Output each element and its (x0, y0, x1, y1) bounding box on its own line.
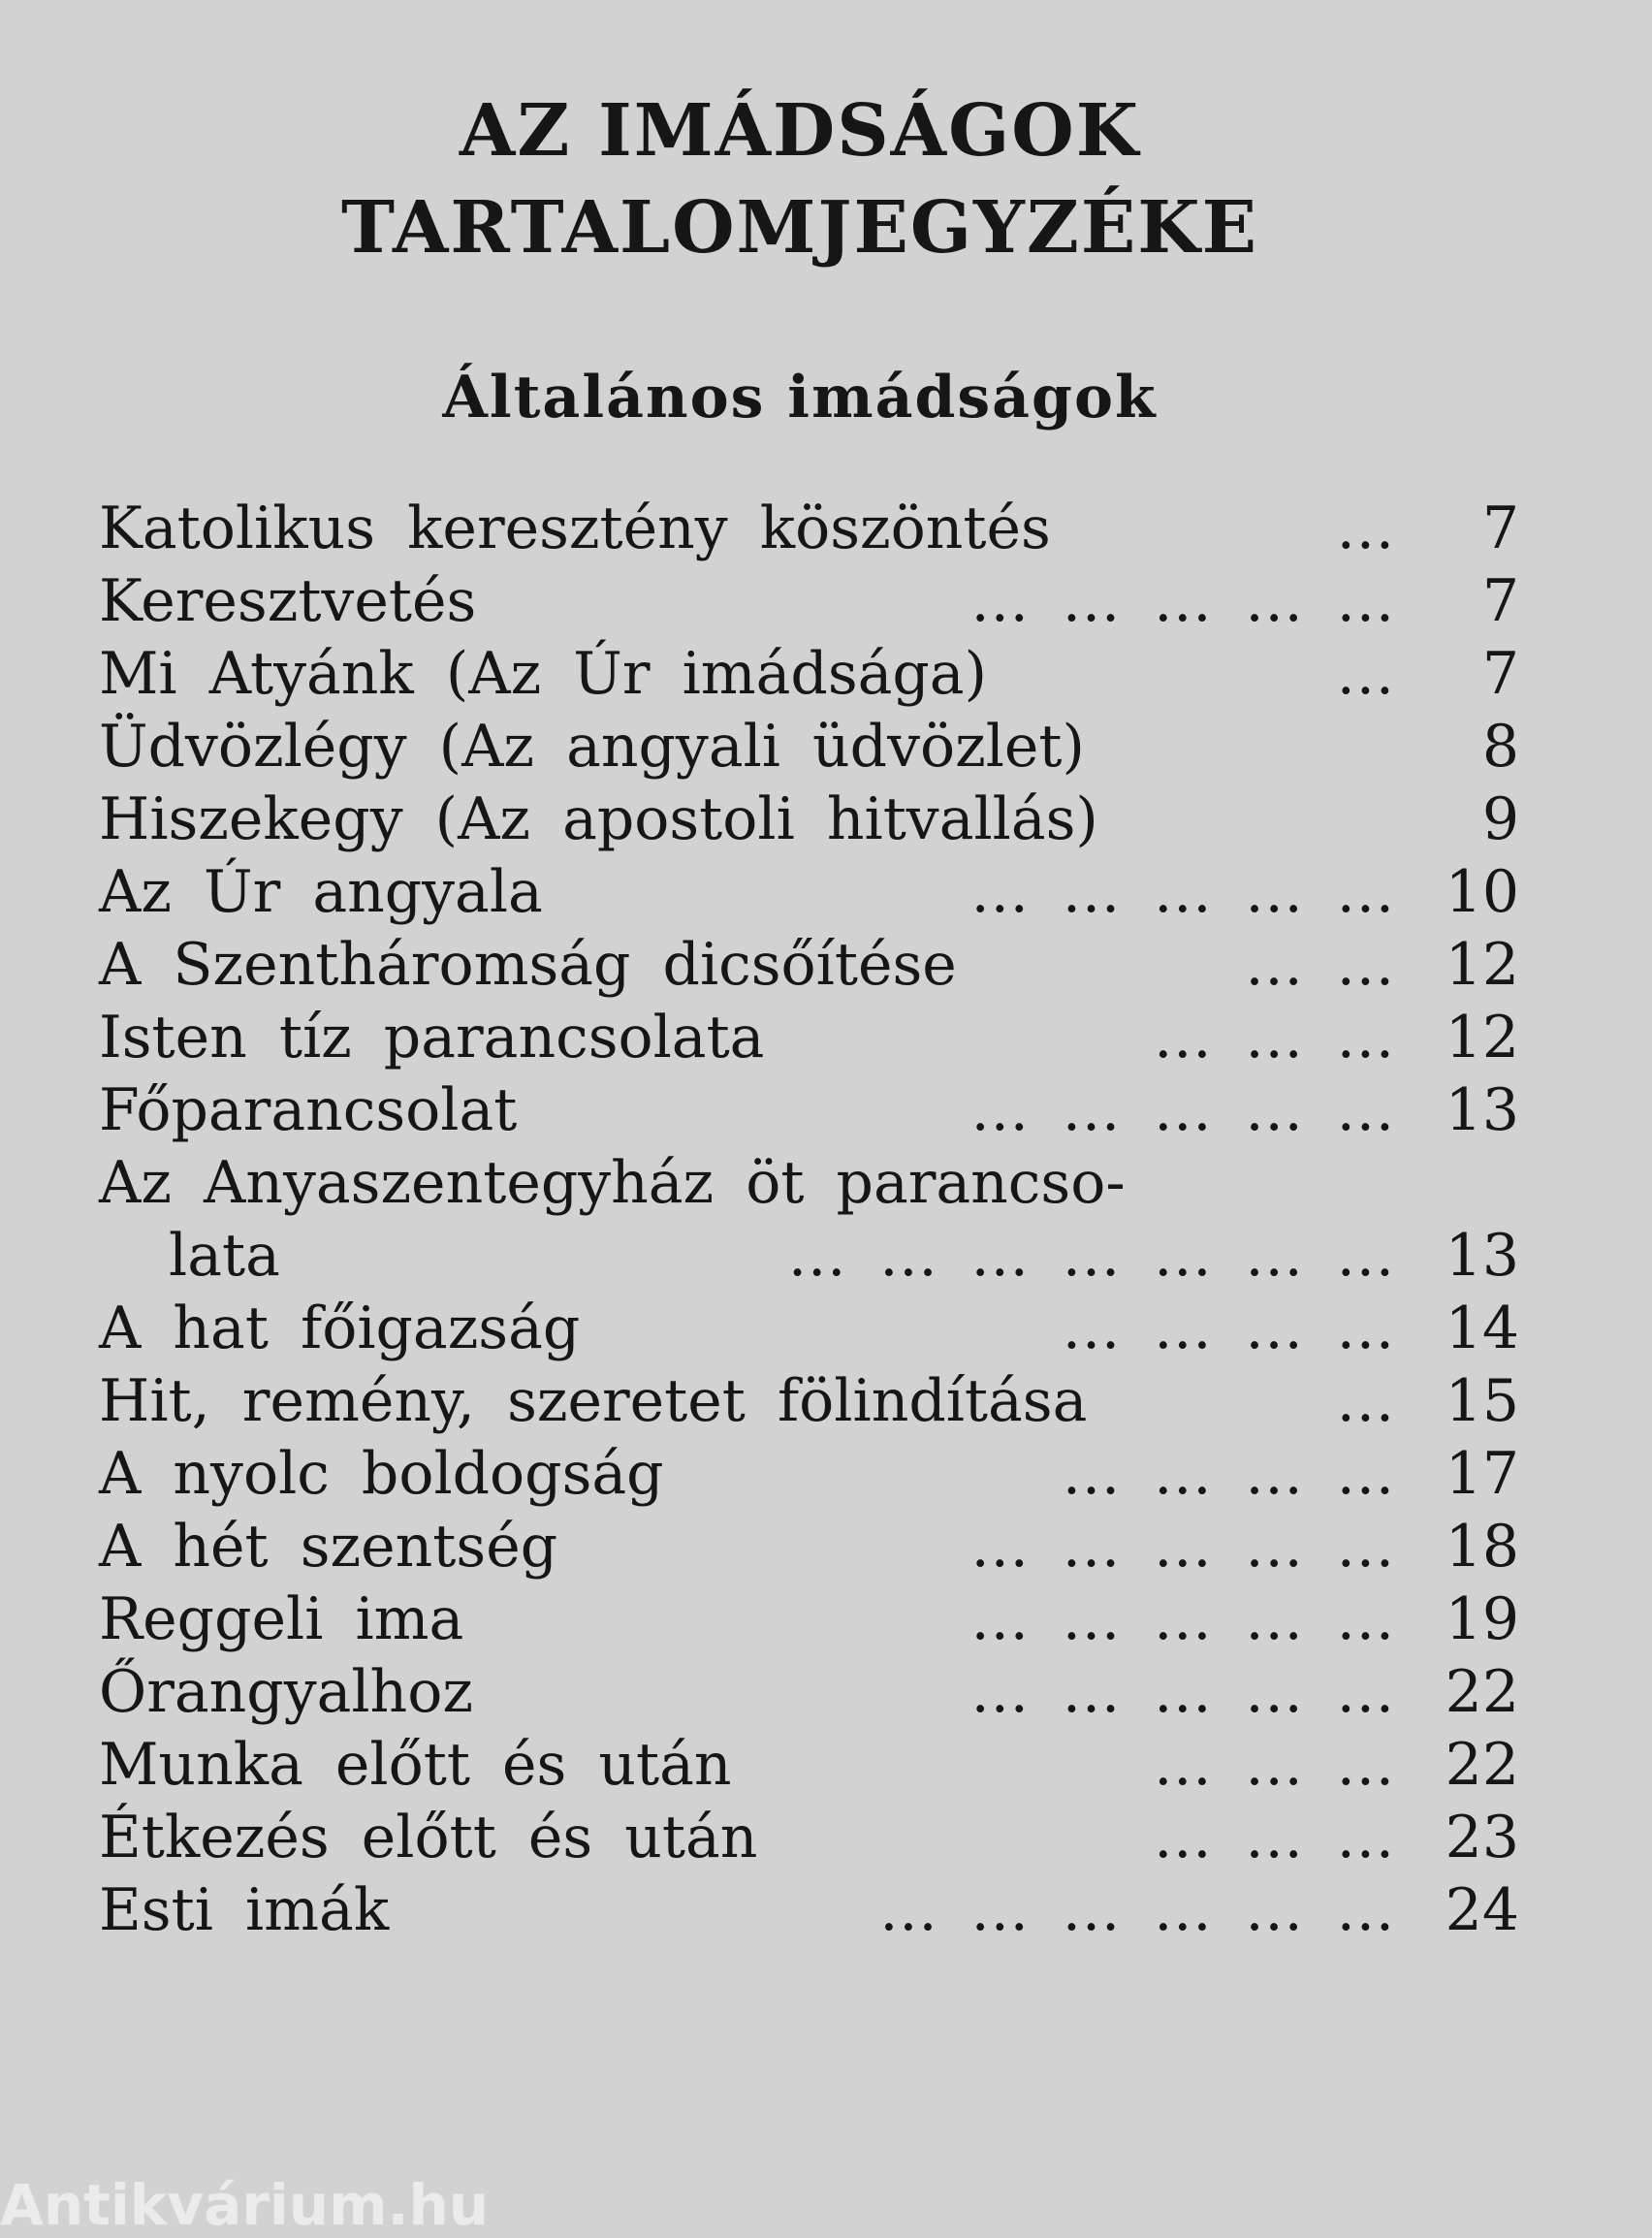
entry-title: Reggeli ima (99, 1585, 464, 1653)
dot-leader: ... ... ... ... ... ... (879, 1876, 1395, 1944)
dot-leader: ... ... ... ... ... (970, 1513, 1395, 1581)
entry-title: lata (169, 1222, 280, 1290)
entry-title: Az Anyaszentegyház öt parancso- (99, 1149, 1126, 1217)
table-of-contents (99, 495, 1519, 1949)
toc-entry (99, 1222, 1519, 1295)
toc-entry (99, 567, 1519, 640)
entry-title: Mi Atyánk (Az Úr imádsága) (99, 640, 987, 708)
toc-entry (99, 1513, 1519, 1585)
toc-entry (99, 1367, 1519, 1440)
page-number: 7 (1481, 495, 1519, 562)
page-number: 23 (1445, 1804, 1519, 1871)
dot-leader: ... (1336, 1367, 1395, 1435)
page-number: 9 (1481, 785, 1519, 853)
dot-leader: ... ... ... ... ... (970, 1076, 1395, 1144)
dot-leader: ... ... ... ... (1062, 1440, 1395, 1508)
page-title-line-2: TARTALOMJEGYZÉKE (340, 186, 1259, 270)
toc-entry (99, 931, 1519, 1004)
page-number: 13 (1445, 1222, 1519, 1290)
page-number: 7 (1481, 567, 1519, 635)
toc-entry (99, 1731, 1519, 1804)
dot-leader: ... ... ... ... ... (970, 1585, 1395, 1653)
entry-title: A Szentháromság dicsőítése (99, 931, 957, 999)
page-number: 7 (1481, 640, 1519, 708)
page-number: 13 (1445, 1076, 1519, 1144)
dot-leader: ... ... ... ... ... (970, 1658, 1395, 1726)
page-number: 17 (1445, 1440, 1519, 1508)
entry-title: Keresztvetés (99, 567, 477, 635)
dot-leader: ... ... ... (1154, 1804, 1395, 1871)
dot-leader: ... ... ... (1154, 1004, 1395, 1071)
entry-title: A hét szentség (99, 1513, 558, 1581)
page-number: 22 (1445, 1658, 1519, 1726)
toc-entry (99, 1149, 1519, 1222)
entry-title: A hat főigazság (99, 1295, 581, 1362)
toc-entry (99, 1804, 1519, 1876)
page-number: 18 (1445, 1513, 1519, 1581)
entry-title: Az Úr angyala (99, 858, 543, 926)
page-number: 12 (1445, 931, 1519, 999)
toc-entry (99, 1004, 1519, 1076)
entry-title: Esti imák (99, 1876, 390, 1944)
entry-title: Étkezés előtt és után (99, 1804, 758, 1871)
dot-leader: ... ... ... (1154, 1731, 1395, 1799)
entry-title: Őrangyalhoz (99, 1658, 473, 1726)
entry-title: Hiszekegy (Az apostoli hitvallás) (99, 785, 1098, 853)
toc-entry (99, 1076, 1519, 1149)
entry-title: A nyolc boldogság (99, 1440, 664, 1508)
toc-entry (99, 495, 1519, 567)
toc-entry (99, 1658, 1519, 1731)
entry-title: Főparancsolat (99, 1076, 518, 1144)
entry-title: Isten tíz parancsolata (99, 1004, 765, 1071)
watermark: Antikvárium.hu (0, 2172, 490, 2238)
toc-entry (99, 785, 1519, 858)
dot-leader: ... ... (1245, 931, 1395, 999)
dot-leader: ... (1336, 640, 1395, 708)
entry-title: Hit, remény, szeretet fölindítása (99, 1367, 1088, 1435)
toc-entry (99, 1585, 1519, 1658)
entry-title: Munka előtt és után (99, 1731, 732, 1799)
page-number: 14 (1445, 1295, 1519, 1362)
page-title-line-1: AZ IMÁDSÁGOK (459, 89, 1141, 173)
page-number: 8 (1481, 713, 1519, 781)
toc-entry (99, 1295, 1519, 1367)
page-number: 19 (1445, 1585, 1519, 1653)
page-number: 22 (1445, 1731, 1519, 1799)
toc-entry (99, 1876, 1519, 1949)
page-number: 24 (1445, 1876, 1519, 1944)
toc-entry (99, 640, 1519, 713)
dot-leader: ... ... ... ... ... (970, 858, 1395, 926)
page-number: 15 (1445, 1367, 1519, 1435)
section-heading: Általános imádságok (442, 364, 1158, 432)
entry-title: Üdvözlégy (Az angyali üdvözlet) (99, 713, 1085, 781)
toc-entry (99, 858, 1519, 931)
page-number: 10 (1445, 858, 1519, 926)
dot-leader: ... ... ... ... (1062, 1295, 1395, 1362)
dot-leader: ... (1336, 495, 1395, 562)
page-number: 12 (1445, 1004, 1519, 1071)
entry-title: Katolikus keresztény köszöntés (99, 495, 1051, 562)
dot-leader: ... ... ... ... ... (970, 567, 1395, 635)
dot-leader: ... ... ... ... ... ... ... (788, 1222, 1395, 1290)
toc-entry (99, 1440, 1519, 1513)
toc-entry (99, 713, 1519, 785)
